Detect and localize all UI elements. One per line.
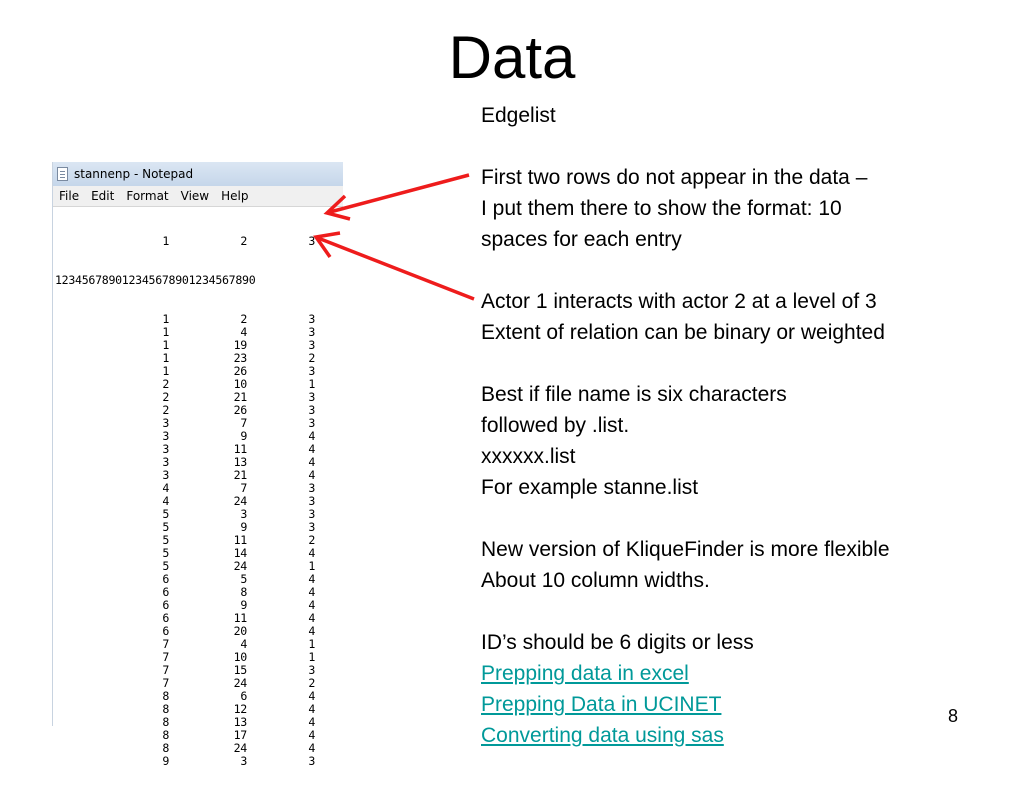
notepad-screenshot bbox=[52, 162, 343, 768]
edgelist-cell: 6 bbox=[162, 624, 169, 638]
edgelist-row bbox=[55, 443, 343, 456]
format-note-line: spaces for each entry bbox=[481, 228, 682, 251]
edgelist-cell: 7 bbox=[240, 481, 247, 495]
filename-note-line: Best if file name is six characters bbox=[481, 383, 787, 406]
edgelist-row bbox=[55, 469, 343, 482]
edgelist-row bbox=[55, 573, 343, 586]
version-note-line: New version of KliqueFinder is more flexible bbox=[481, 538, 890, 561]
edgelist-cell: 10 bbox=[233, 377, 247, 391]
edgelist-row bbox=[55, 677, 343, 690]
edgelist-cell: 11 bbox=[233, 611, 247, 625]
edgelist-row bbox=[55, 742, 343, 755]
edgelist-cell: 1 bbox=[308, 559, 315, 573]
id-note: ID’s should be 6 digits or less bbox=[481, 631, 754, 654]
edgelist-cell: 3 bbox=[308, 507, 315, 521]
edgelist-cell: 1 bbox=[308, 637, 315, 651]
edgelist-cell: 3 bbox=[162, 429, 169, 443]
edgelist-row bbox=[55, 599, 343, 612]
edgelist-cell: 11 bbox=[233, 442, 247, 456]
edgelist-cell: 1 bbox=[308, 650, 315, 664]
link-converting-sas[interactable]: Converting data using sas bbox=[481, 724, 724, 747]
edgelist-row bbox=[55, 521, 343, 534]
edgelist-row bbox=[55, 560, 343, 573]
edgelist-cell: 24 bbox=[233, 494, 247, 508]
edgelist-cell: 4 bbox=[308, 611, 315, 625]
edgelist-cell: 24 bbox=[233, 676, 247, 690]
edgelist-cell: 3 bbox=[308, 312, 315, 326]
edgelist-cell: 4 bbox=[308, 546, 315, 560]
relation-note-line: Extent of relation can be binary or weighted bbox=[481, 321, 885, 344]
notepad-text-area[interactable] bbox=[53, 207, 343, 794]
edgelist-cell: 9 bbox=[240, 598, 247, 612]
edgelist-cell: 12 bbox=[233, 702, 247, 716]
edgelist-cell: 4 bbox=[308, 572, 315, 586]
edgelist-row bbox=[55, 664, 343, 677]
menu-edit[interactable]: Edit bbox=[91, 189, 115, 203]
edgelist-cell: 4 bbox=[308, 624, 315, 638]
edgelist-cell: 3 bbox=[308, 416, 315, 430]
edgelist-cell: 3 bbox=[162, 442, 169, 456]
arrow-to-header-row bbox=[330, 175, 469, 212]
edgelist-cell: 26 bbox=[233, 364, 247, 378]
edgelist-row bbox=[55, 508, 343, 521]
edgelist-cell: 3 bbox=[308, 663, 315, 677]
edgelist-cell: 6 bbox=[162, 598, 169, 612]
edgelist-cell: 24 bbox=[233, 741, 247, 755]
edgelist-cell: 1 bbox=[308, 377, 315, 391]
edgelist-cell: 1 bbox=[162, 312, 169, 326]
format-row bbox=[55, 274, 343, 287]
version-note-line: About 10 column widths. bbox=[481, 569, 710, 592]
edgelist-cell: 8 bbox=[162, 702, 169, 716]
edgelist-cell: 7 bbox=[162, 663, 169, 677]
filename-note-line: For example stanne.list bbox=[481, 476, 699, 499]
edgelist-cell: 9 bbox=[162, 754, 169, 768]
edgelist-row bbox=[55, 391, 343, 404]
edgelist-row bbox=[55, 456, 343, 469]
edgelist-cell: 2 bbox=[308, 533, 315, 547]
edgelist-row bbox=[55, 534, 343, 547]
header-cell: 3 bbox=[308, 234, 315, 248]
edgelist-rows bbox=[55, 313, 343, 768]
edgelist-cell: 1 bbox=[162, 364, 169, 378]
edgelist-cell: 4 bbox=[308, 598, 315, 612]
edgelist-cell: 7 bbox=[240, 416, 247, 430]
link-prepping-excel[interactable]: Prepping data in excel bbox=[481, 662, 689, 685]
edgelist-cell: 7 bbox=[162, 637, 169, 651]
edgelist-cell: 11 bbox=[233, 533, 247, 547]
edgelist-cell: 15 bbox=[233, 663, 247, 677]
edgelist-row bbox=[55, 339, 343, 352]
edgelist-row bbox=[55, 495, 343, 508]
edgelist-cell: 21 bbox=[233, 468, 247, 482]
notepad-menubar bbox=[53, 186, 343, 207]
edgelist-row bbox=[55, 690, 343, 703]
edgelist-row bbox=[55, 482, 343, 495]
edgelist-cell: 5 bbox=[162, 520, 169, 534]
edgelist-cell: 17 bbox=[233, 728, 247, 742]
edgelist-cell: 3 bbox=[240, 507, 247, 521]
edgelist-cell: 4 bbox=[240, 325, 247, 339]
notepad-window-title: stannenp - Notepad bbox=[74, 167, 194, 181]
edgelist-cell: 2 bbox=[162, 403, 169, 417]
edgelist-cell: 3 bbox=[240, 754, 247, 768]
edgelist-cell: 23 bbox=[233, 351, 247, 365]
edgelist-cell: 4 bbox=[308, 455, 315, 469]
edgelist-cell: 10 bbox=[233, 650, 247, 664]
edgelist-row bbox=[55, 755, 343, 768]
slide-body bbox=[481, 100, 1011, 751]
edgelist-cell: 1 bbox=[162, 351, 169, 365]
notepad-document-icon bbox=[57, 167, 68, 181]
edgelist-cell: 3 bbox=[162, 468, 169, 482]
edgelist-cell: 20 bbox=[233, 624, 247, 638]
edgelist-cell: 4 bbox=[308, 728, 315, 742]
edgelist-cell: 4 bbox=[308, 702, 315, 716]
edgelist-cell: 8 bbox=[162, 689, 169, 703]
filename-note-line: xxxxxx.list bbox=[481, 445, 576, 468]
edgelist-cell: 3 bbox=[308, 325, 315, 339]
edgelist-cell: 8 bbox=[162, 715, 169, 729]
page-number: 8 bbox=[948, 706, 959, 726]
edgelist-cell: 21 bbox=[233, 390, 247, 404]
edgelist-heading: Edgelist bbox=[481, 104, 556, 127]
edgelist-cell: 26 bbox=[233, 403, 247, 417]
edgelist-row bbox=[55, 703, 343, 716]
edgelist-cell: 9 bbox=[240, 429, 247, 443]
edgelist-row bbox=[55, 716, 343, 729]
edgelist-row bbox=[55, 430, 343, 443]
edgelist-row bbox=[55, 625, 343, 638]
edgelist-row bbox=[55, 326, 343, 339]
edgelist-row bbox=[55, 638, 343, 651]
edgelist-cell: 5 bbox=[162, 507, 169, 521]
relation-note-line: Actor 1 interacts with actor 2 at a level of 3 bbox=[481, 290, 877, 313]
edgelist-row bbox=[55, 378, 343, 391]
edgelist-cell: 8 bbox=[162, 741, 169, 755]
edgelist-cell: 13 bbox=[233, 715, 247, 729]
edgelist-cell: 3 bbox=[308, 481, 315, 495]
edgelist-cell: 3 bbox=[162, 416, 169, 430]
edgelist-cell: 2 bbox=[162, 377, 169, 391]
menu-view[interactable]: View bbox=[180, 189, 210, 203]
edgelist-row bbox=[55, 404, 343, 417]
edgelist-row bbox=[55, 612, 343, 625]
edgelist-cell: 4 bbox=[308, 585, 315, 599]
edgelist-cell: 5 bbox=[162, 546, 169, 560]
edgelist-cell: 3 bbox=[308, 390, 315, 404]
edgelist-cell: 4 bbox=[308, 468, 315, 482]
edgelist-row bbox=[55, 352, 343, 365]
edgelist-cell: 9 bbox=[240, 520, 247, 534]
header-row bbox=[55, 235, 343, 248]
edgelist-cell: 7 bbox=[162, 650, 169, 664]
format-note-line: First two rows do not appear in the data – bbox=[481, 166, 868, 189]
edgelist-cell: 6 bbox=[162, 572, 169, 586]
menu-help[interactable]: Help bbox=[221, 189, 249, 203]
edgelist-cell: 24 bbox=[233, 559, 247, 573]
edgelist-row bbox=[55, 365, 343, 378]
edgelist-cell: 6 bbox=[240, 689, 247, 703]
notepad-titlebar bbox=[53, 162, 343, 186]
edgelist-cell: 3 bbox=[308, 403, 315, 417]
edgelist-row bbox=[55, 547, 343, 560]
edgelist-cell: 2 bbox=[308, 676, 315, 690]
edgelist-row bbox=[55, 417, 343, 430]
header-cell: 1 bbox=[162, 234, 169, 248]
edgelist-row bbox=[55, 313, 343, 326]
edgelist-cell: 8 bbox=[240, 585, 247, 599]
edgelist-cell: 4 bbox=[308, 442, 315, 456]
edgelist-row bbox=[55, 586, 343, 599]
edgelist-cell: 13 bbox=[233, 455, 247, 469]
edgelist-cell: 3 bbox=[162, 455, 169, 469]
edgelist-cell: 2 bbox=[240, 312, 247, 326]
edgelist-cell: 6 bbox=[162, 585, 169, 599]
edgelist-cell: 4 bbox=[240, 637, 247, 651]
menu-format[interactable]: Format bbox=[126, 189, 169, 203]
edgelist-cell: 5 bbox=[162, 559, 169, 573]
edgelist-cell: 19 bbox=[233, 338, 247, 352]
edgelist-cell: 4 bbox=[308, 715, 315, 729]
edgelist-cell: 4 bbox=[162, 494, 169, 508]
edgelist-cell: 7 bbox=[162, 676, 169, 690]
edgelist-cell: 3 bbox=[308, 520, 315, 534]
header-cell: 2 bbox=[240, 234, 247, 248]
format-ruler: 123456789012345678901234567890 bbox=[55, 273, 256, 287]
format-note-line: I put them there to show the format: 10 bbox=[481, 197, 842, 220]
link-prepping-ucinet[interactable]: Prepping Data in UCINET bbox=[481, 693, 722, 716]
edgelist-cell: 1 bbox=[162, 338, 169, 352]
edgelist-cell: 5 bbox=[162, 533, 169, 547]
edgelist-cell: 14 bbox=[233, 546, 247, 560]
edgelist-row bbox=[55, 651, 343, 664]
edgelist-cell: 8 bbox=[162, 728, 169, 742]
edgelist-cell: 6 bbox=[162, 611, 169, 625]
edgelist-cell: 3 bbox=[308, 338, 315, 352]
edgelist-cell: 4 bbox=[162, 481, 169, 495]
edgelist-cell: 1 bbox=[162, 325, 169, 339]
edgelist-cell: 3 bbox=[308, 364, 315, 378]
edgelist-cell: 5 bbox=[240, 572, 247, 586]
menu-file[interactable]: File bbox=[59, 189, 80, 203]
filename-note-line: followed by .list. bbox=[481, 414, 630, 437]
edgelist-cell: 4 bbox=[308, 429, 315, 443]
edgelist-cell: 2 bbox=[162, 390, 169, 404]
edgelist-cell: 4 bbox=[308, 689, 315, 703]
edgelist-cell: 4 bbox=[308, 741, 315, 755]
edgelist-cell: 3 bbox=[308, 754, 315, 768]
edgelist-cell: 3 bbox=[308, 494, 315, 508]
edgelist-row bbox=[55, 729, 343, 742]
edgelist-cell: 2 bbox=[308, 351, 315, 365]
slide-title: Data bbox=[448, 24, 576, 91]
